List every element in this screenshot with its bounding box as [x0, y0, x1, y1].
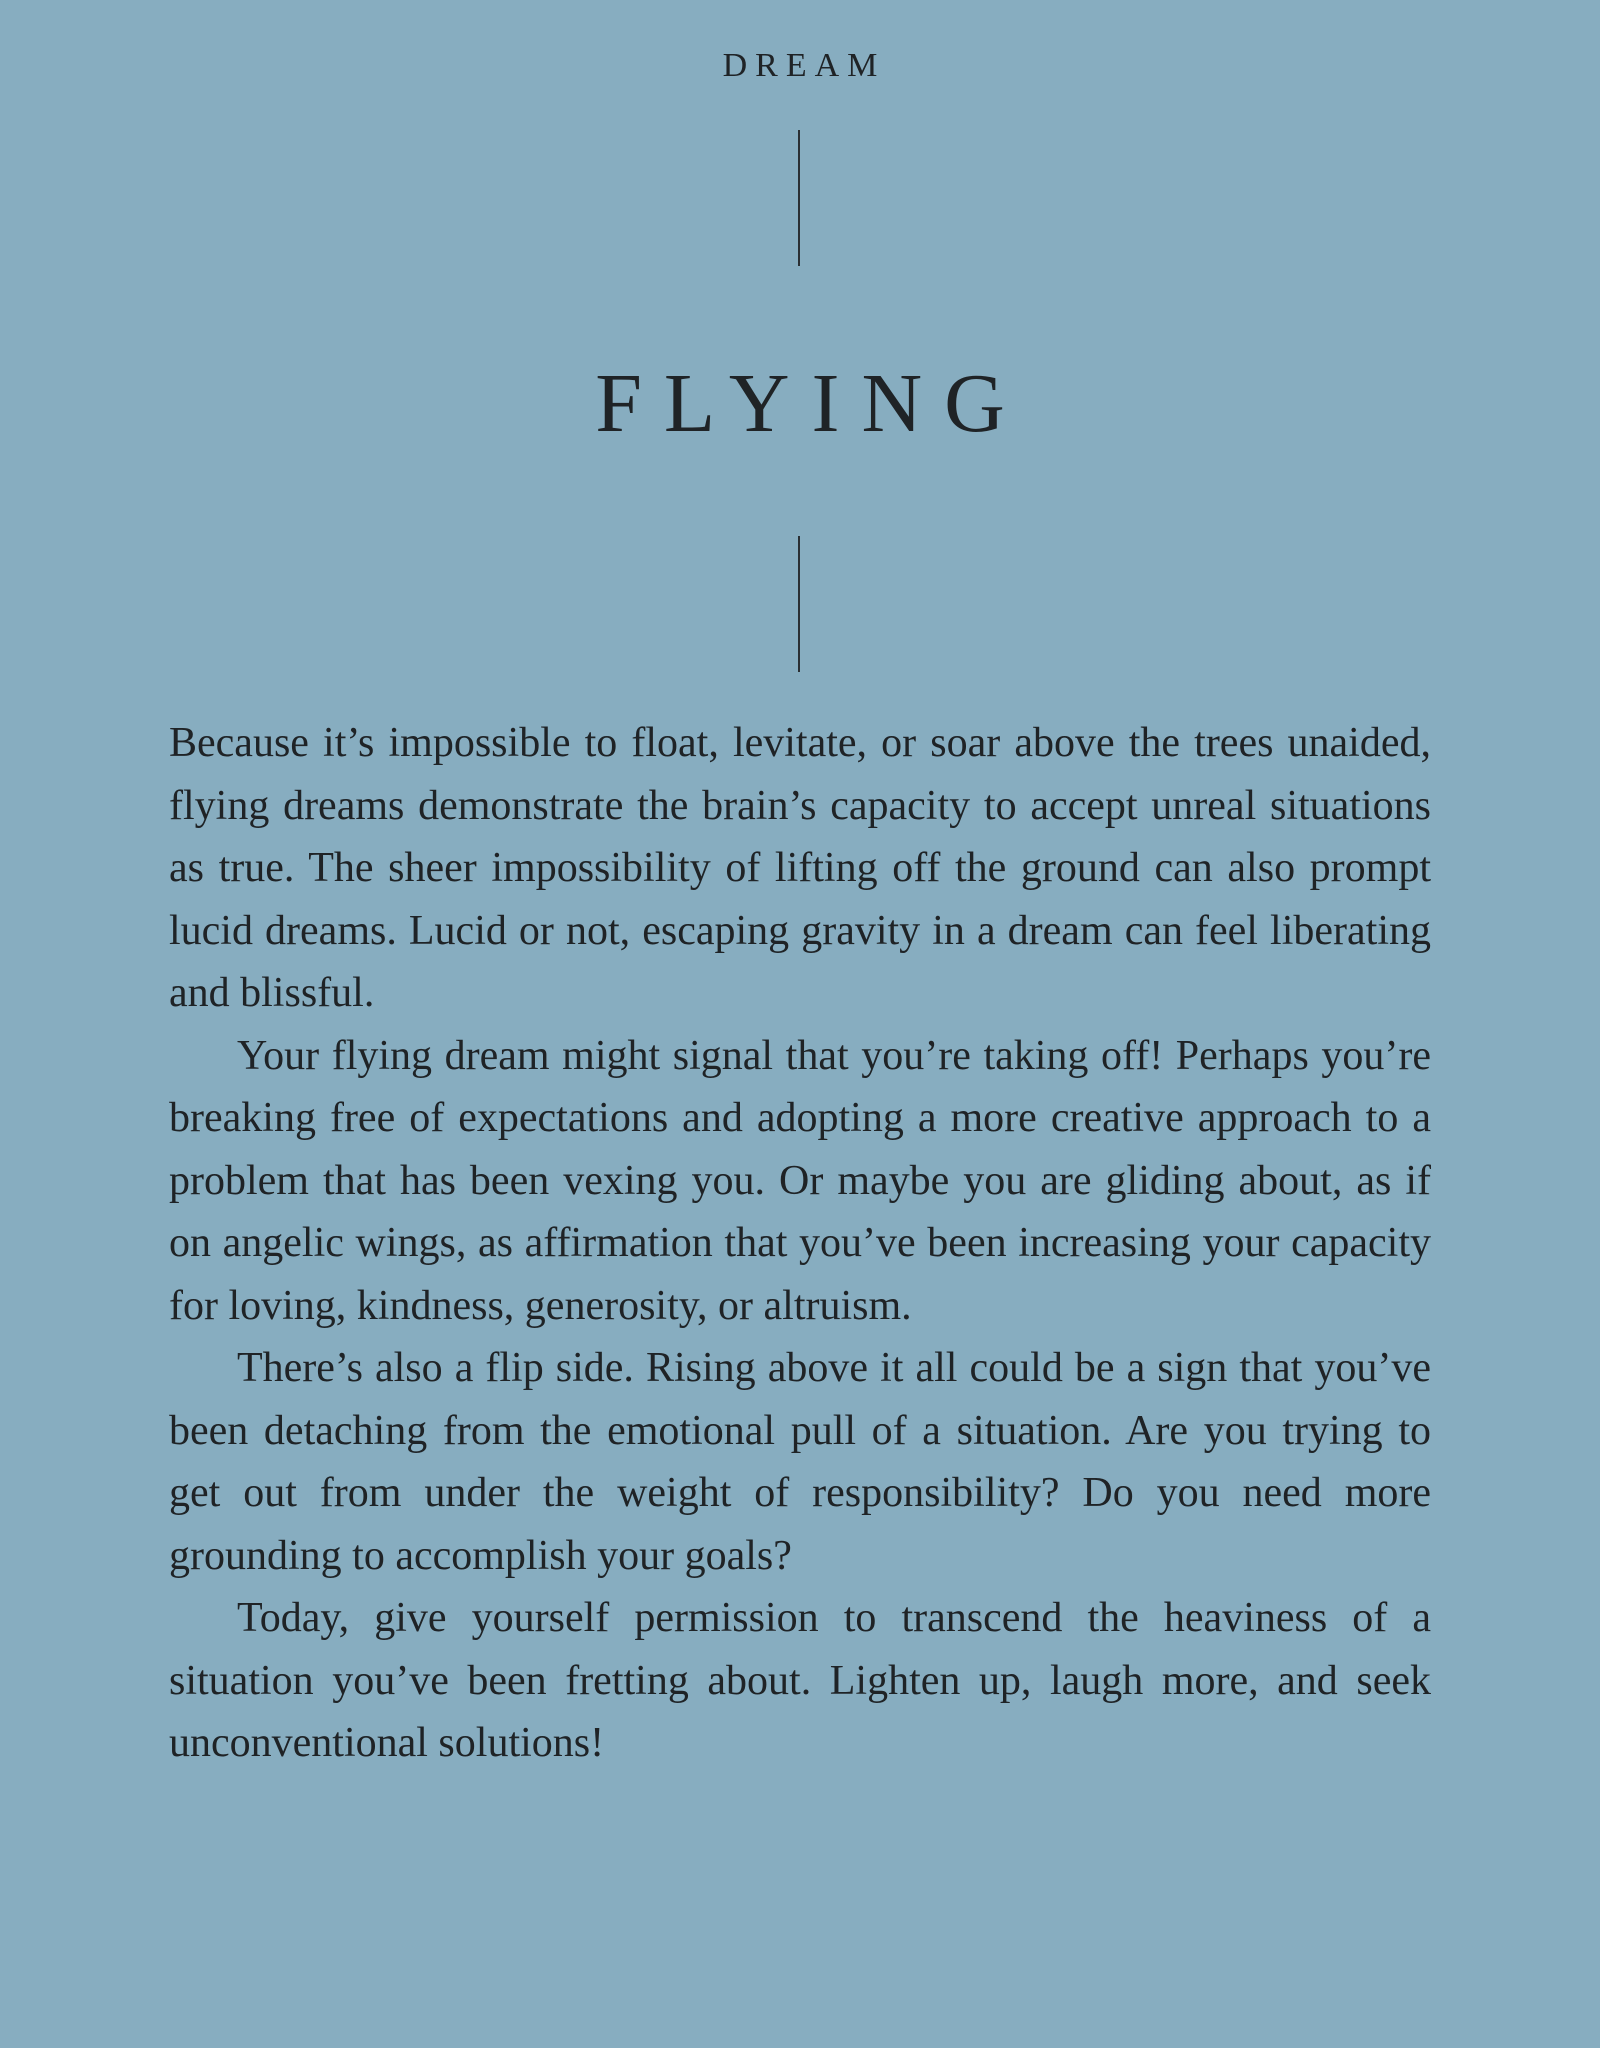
body-text [169, 712, 1431, 1775]
bottom-divider-line [798, 536, 800, 672]
paragraph-4: Today, give yourself permission to transcend the heaviness of a situation you’ve been fretting about. Lighten up, laugh more, and seek unconventional solutions! [169, 1595, 1431, 1766]
paragraph-3: There’s also a flip side. Rising above it all could be a sign that you’ve been detaching from the emotional pull of a situation. Are you trying to get out from under the weight of responsibility? Do you need more grounding to accomplish your goals? [169, 1345, 1431, 1579]
paragraph-1: Because it’s impossible to float, levitate, or soar above the trees unaided, flying dreams demonstrate the brain’s capacity to accept unreal situations as true. The sheer impossibility of lifting off the ground can also prompt lucid dreams. Lucid or not, escaping gravity in a dream can feel liberating and blissful. [169, 720, 1431, 1016]
section-label: DREAM [722, 47, 886, 84]
page-title: FLYING [595, 357, 1027, 450]
top-divider-line [798, 130, 800, 266]
paragraph-2: Your flying dream might signal that you’re taking off! Perhaps you’re breaking free of expectations and adopting a more creative approach to a problem that has been vexing you. Or maybe you are gliding about, as if on angelic wings, as affirmation that you’ve been increasing your capacity for loving, kindness, generosity, or altruism. [169, 1032, 1431, 1329]
